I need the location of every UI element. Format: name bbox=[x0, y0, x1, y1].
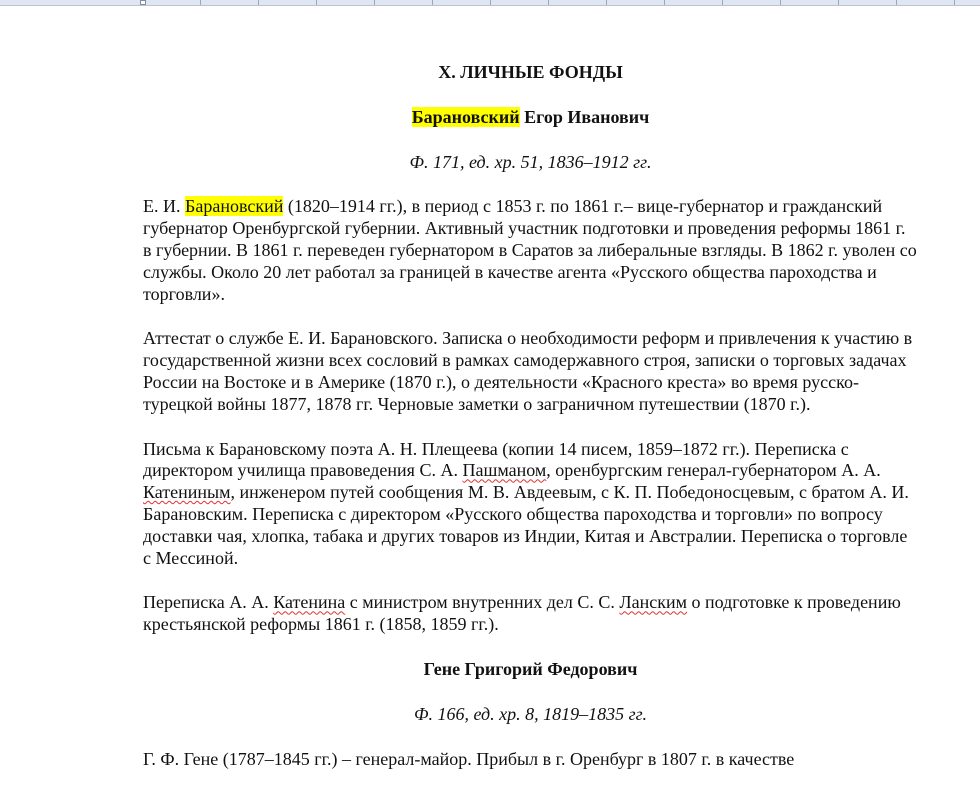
ruler-tick bbox=[316, 0, 317, 5]
ruler-tick bbox=[896, 0, 897, 5]
entry-2-biography: Г. Ф. Гене (1787–1845 гг.) – генерал-майор. Прибыл в г. Оренбург в 1807 г. в качестве bbox=[143, 748, 795, 769]
ruler-tick bbox=[606, 0, 607, 5]
entry-1-paragraph-4 bbox=[143, 592, 918, 636]
entry-2-name: Гене Григорий Федорович bbox=[423, 658, 638, 679]
ruler-tick bbox=[780, 0, 781, 5]
document-page[interactable] bbox=[0, 6, 980, 785]
entry-2-fund: Ф. 166, ед. хр. 8, 1819–1835 гг. bbox=[414, 703, 647, 724]
bio-text: (1820–1914 гг.), в период с 1853 г. по 1861 г.– вице-губернатор и гражданский губернатор Оренбургской губернии. Активный участник подготовки и проведения реформы 1861 г. в губернии. В 1861 г. переведен губернатором в Саратов за либеральные взгляды. В 1862 г. уволен со службы. Около 20 лет работал за границей в качестве агента «Русского общества пароходства и торговли». bbox=[143, 196, 917, 304]
spelling-error-word: Ланским bbox=[619, 592, 687, 613]
search-highlight: Барановский bbox=[185, 196, 284, 217]
para4-text: Переписка А. А. bbox=[143, 592, 274, 613]
entry-1-paragraph-3 bbox=[143, 439, 918, 570]
ruler-tick bbox=[838, 0, 839, 5]
spelling-error-word: Пашманом bbox=[462, 460, 547, 481]
entry-1-name-rest: Егор Иванович bbox=[519, 106, 650, 127]
spelling-error-word: Катениным bbox=[143, 482, 231, 503]
ruler-tick bbox=[258, 0, 259, 5]
ruler-tick bbox=[722, 0, 723, 5]
entry-1-biography bbox=[143, 196, 918, 305]
entry-1-name bbox=[143, 107, 918, 129]
document-body[interactable] bbox=[143, 62, 918, 770]
section-title: X. ЛИЧНЫЕ ФОНДЫ bbox=[438, 62, 623, 82]
ruler-indent-marker[interactable] bbox=[140, 0, 146, 5]
ruler-tick bbox=[954, 0, 955, 5]
ruler-tick bbox=[548, 0, 549, 5]
para3-text: , оренбургским генерал-губернатором А. А. bbox=[546, 460, 881, 481]
spelling-error-word: Катенина bbox=[273, 592, 346, 613]
ruler-tick bbox=[374, 0, 375, 5]
para3-text: Письма к Барановскому поэта А. Н. Плещеева (копии 14 писем, 1859–1872 гг.). Переписка с директором училища правоведения С. А. bbox=[143, 438, 849, 481]
para4-text: с министром внутренних дел С. С. bbox=[345, 592, 620, 613]
ruler-tick bbox=[490, 0, 491, 5]
ruler-tick bbox=[432, 0, 433, 5]
bio-prefix: Е. И. bbox=[143, 196, 185, 217]
entry-1-fund: Ф. 171, ед. хр. 51, 1836–1912 гг. bbox=[409, 151, 652, 172]
ruler-tick bbox=[664, 0, 665, 5]
search-highlight: Барановский bbox=[411, 106, 520, 127]
para3-text: , инженером путей сообщения М. В. Авдеевым, с К. П. Победоносцевым, с братом А. И. Барановским. Переписка с директором «Русского общества пароходства и торговли» по вопросу доставки чая, хлопка, табака и других товаров из Индии, Китая и Австралии. Переписка о торговле с Мессиной. bbox=[143, 482, 909, 568]
ruler-tick bbox=[200, 0, 201, 5]
para4-text: о подготовке к проведению крестьянской реформы 1861 г. (1858, 1859 гг.). bbox=[143, 592, 901, 635]
entry-1-paragraph-2: Аттестат о службе Е. И. Барановского. Записка о необходимости реформ и привлечения к участию в государственной жизни всех сословий в рамках самодержавного строя, записки о торговых задачах России на Востоке и в Америке (1870 г.), о деятельности «Красного креста» во время русско-турецкой войны 1877, 1878 гг. Черновые заметки о заграничном путешествии (1870 г.). bbox=[143, 328, 913, 414]
